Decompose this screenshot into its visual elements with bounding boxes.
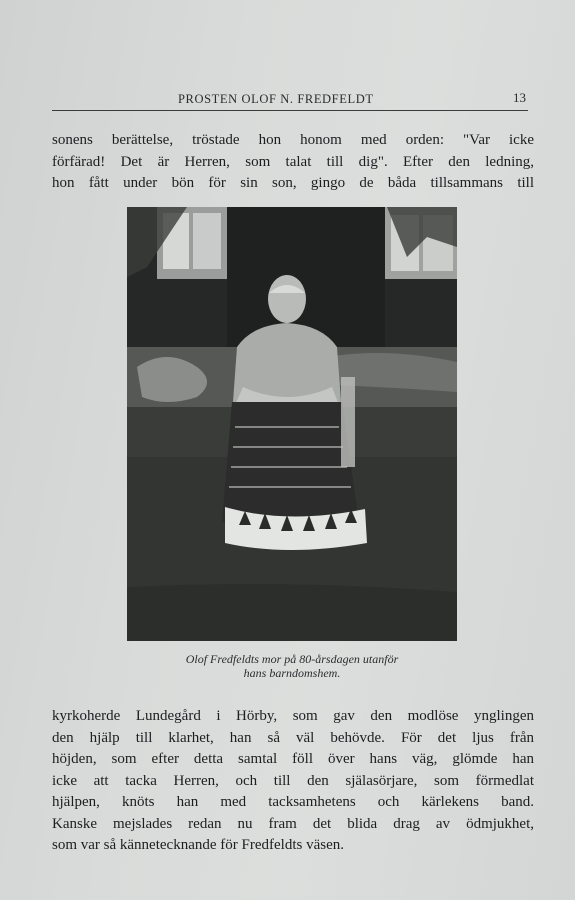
text-line: hjälpen, knöts han med tacksamhetens och kärlekens band. (52, 794, 534, 810)
figure-caption (127, 652, 457, 680)
running-header-title: PROSTEN OLOF N. FREDFELDT (178, 92, 374, 106)
text-line: höjden, som efter detta samtal föll över hans väg, glömde han (52, 751, 534, 767)
text-line: Kanske mejslades redan nu fram det blida drag av ödmjukhet, (52, 815, 534, 832)
text-line: hon fått under bön för sin son, gingo de båda tillsammans till (52, 175, 534, 191)
portrait-photograph (127, 207, 457, 641)
header-rule (52, 110, 528, 111)
page-number: 13 (513, 90, 526, 105)
caption-line: Olof Fredfeldts mor på 80-årsdagen utanför (185, 652, 399, 666)
text-line: förfärad! Det är Herren, som talat till dig". Efter den ledning, (52, 153, 534, 170)
caption-line: hans barndomshem. (243, 666, 341, 680)
text-line: den hjälp till klarhet, han så väl behövde. För det ljus från (52, 729, 534, 746)
text-line: icke att tacka Herren, och till den själasörjare, som förmedlat (52, 772, 534, 789)
paragraph-top (52, 130, 534, 195)
paragraph-bottom (52, 706, 534, 857)
text-line: som var så kännetecknande för Fredfeldts väsen. (52, 837, 344, 853)
text-line: kyrkoherde Lundegård i Hörby, som gav den modlöse ynglingen (52, 708, 534, 724)
text-line: sonens berättelse, tröstade hon honom med orden: "Var icke (52, 132, 534, 148)
